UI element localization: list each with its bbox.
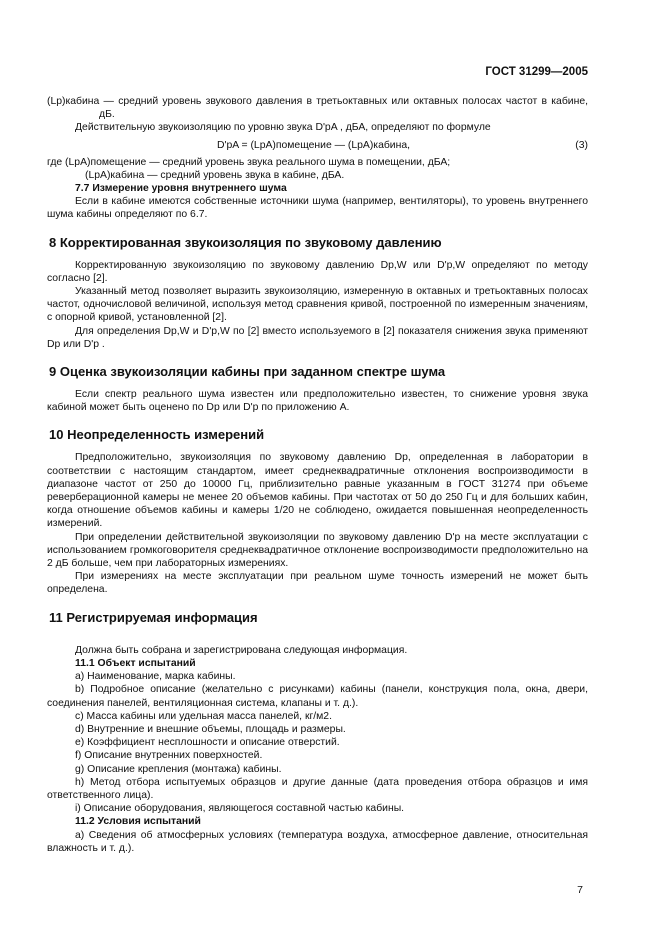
- object-item-i: i) Описание оборудования, являющегося составной частью кабины.: [75, 803, 405, 815]
- object-item-g: g) Описание крепления (монтажа) кабины.: [75, 763, 282, 775]
- conditions-item-a: а) Сведения об атмосферных условиях (температура воздуха, атмосферное давление, относительная влажность и т. д.).: [47, 829, 588, 854]
- section-10-title: 10 Неопределенность измерений: [49, 427, 265, 443]
- section-10-p3: При измерениях на месте эксплуатации при реальном шуме точность измерений не может быть определена.: [47, 571, 588, 596]
- object-item-b: b) Подробное описание (желательно с рисунками) кабины (панели, конструкция пола, окна, двери, соединения панелей, вентиляционная система, клапаны и т. д.).: [47, 684, 588, 709]
- object-item-c: c) Масса кабины или удельная масса панелей, кг/м2.: [75, 710, 332, 722]
- object-item-d: d) Внутренние и внешние объемы, площадь и размеры.: [75, 723, 346, 735]
- section-7-7-text: Если в кабине имеются собственные источники шума (например, вентиляторы), то уровень внутреннего шума кабины определяют по 6.7.: [47, 196, 588, 221]
- section-7-7-title: 7.7 Измерение уровня внутреннего шума: [75, 183, 287, 195]
- section-8-p1: Корректированную звукоизоляцию по звуковому давлению Dp,W или D'p,W определяют по методу согласно [2].: [47, 259, 588, 284]
- formula-3: [47, 138, 588, 154]
- section-9-title: 9 Оценка звукоизоляции кабины при заданном спектре шума: [49, 364, 446, 380]
- formula-expression: D'pA = (LpA)помещение — (LpA)кабина,: [217, 139, 411, 151]
- formula-number: (3): [575, 139, 588, 151]
- section-11-intro: Должна быть собрана и зарегистрирована следующая информация.: [75, 644, 408, 656]
- standard-code: ГОСТ 31299—2005: [485, 66, 588, 78]
- where-cabin-level: (LpA)кабина — средний уровень звука в кабине, дБА.: [85, 169, 345, 181]
- section-10-p1: Предположительно, звукоизоляция по звуковому давлению Dp, определенная в лаборатории в соответствии с настоящим стандартом, имеет среднеквадратичные отклонения воспроизводимости в диапазоне частот от 250 до 10000 Гц, приблизительно равные указанным в ГОСТ 31274 при объеме реверберационной камеры не менее 20 объемов кабины. При частотах от 50 до 250 Гц и для больших кабин, когда отношение объемов кабины и камеры 1/20 не соблюдено, ожидается повышенная неопределенность измерений.: [47, 452, 588, 530]
- section-8-p2: Указанный метод позволяет выразить звукоизоляцию, измеренную в октавных и третьоктавных полосах частот, одночисловой величиной, используя метод сравнения кривой, построенной по измеренным значениям, с опорной кривой, установленной [2].: [47, 286, 588, 324]
- document-body: [47, 95, 588, 855]
- section-8-title: 8 Корректированная звукоизоляция по звуковому давлению: [49, 234, 442, 250]
- object-item-h: h) Метод отбора испытуемых образцов и другие данные (дата проведения отбора образцов и имя ответственного лица).: [47, 776, 588, 801]
- section-11-1-title: 11.1 Объект испытаний: [75, 657, 196, 669]
- object-item-f: f) Описание внутренних поверхностей.: [75, 750, 263, 762]
- section-9-p1: Если спектр реального шума известен или предположительно известен, то снижение уровня звука кабиной может быть оценено по Dp или D'p по приложению А.: [47, 389, 588, 414]
- section-8-p3: Для определения Dp,W и D'p,W по [2] вместо используемого в [2] показателя снижения звука применяют Dp или D'p .: [47, 325, 588, 350]
- section-11-2-title: 11.2 Условия испытаний: [75, 816, 201, 828]
- lp-definition: (Lp)кабина — средний уровень звукового давления в третьоктавных или октавных полосах частот в кабине, дБ.: [47, 96, 588, 121]
- where-room-level: где (LpA)помещение — средний уровень звука реального шума в помещении, дБА;: [47, 156, 451, 168]
- section-11-title: 11 Регистрируемая информация: [49, 609, 258, 625]
- section-10-p2: При определении действительной звукоизоляции по звуковому давлению D'p на месте эксплуатации с использованием громкоговорителя среднеквадратичное отклонение воспроизводимости предположительно на 2 дБ больше, чем при лабораторных измерениях.: [47, 531, 588, 570]
- page-number: 7: [577, 884, 583, 896]
- object-item-a: а) Наименование, марка кабины.: [75, 671, 236, 683]
- actual-insulation-text: Действительную звукоизоляцию по уровню звука D'pA , дБА, определяют по формуле: [75, 122, 491, 134]
- object-item-e: e) Коэффициент несплошности и описание отверстий.: [75, 737, 340, 749]
